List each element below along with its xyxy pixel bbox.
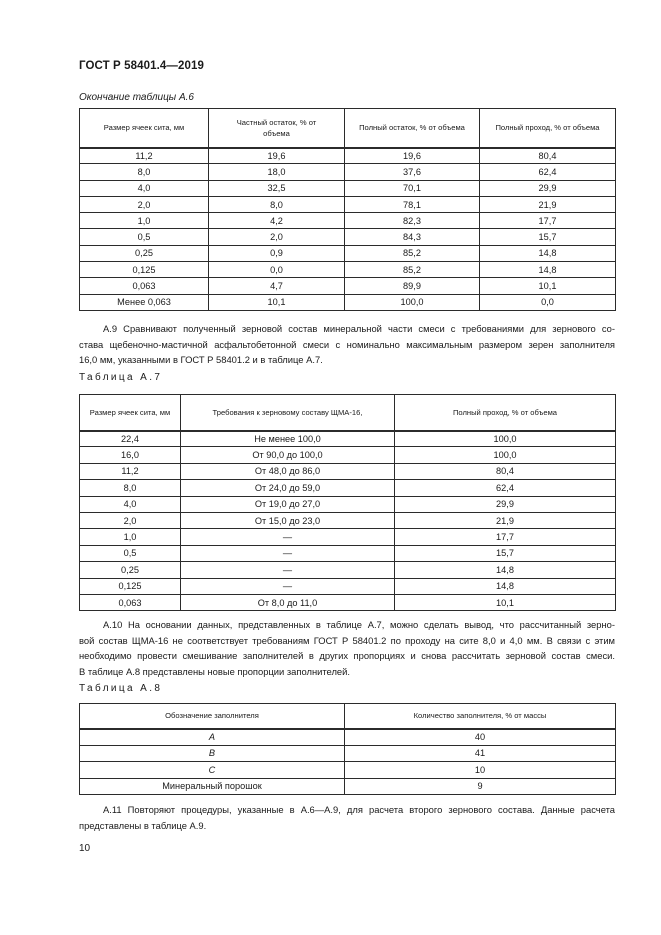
table-cell: От 24,0 до 59,0	[181, 480, 395, 496]
table-a6	[79, 108, 616, 311]
table-cell: C	[80, 762, 345, 779]
table-cell: 0,125	[80, 262, 209, 278]
column-header: Полный остаток, % от объема	[345, 109, 480, 148]
table-row	[80, 545, 616, 561]
paragraph-line: представлены в таблице А.9.	[79, 819, 207, 831]
table-cell: От 15,0 до 23,0	[181, 512, 395, 528]
column-header: Количество заполнителя, % от массы	[345, 704, 616, 729]
table-cell: 100,0	[345, 294, 480, 310]
table-cell: 14,8	[395, 562, 616, 578]
table-cell: От 90,0 до 100,0	[181, 447, 395, 463]
table-cell: 21,9	[480, 196, 616, 212]
table-cell: 100,0	[395, 431, 616, 447]
table-cell: 84,3	[345, 229, 480, 245]
column-header: Частный остаток, % от объема	[209, 109, 345, 148]
table-cell: 0,0	[209, 262, 345, 278]
table-row	[80, 496, 616, 512]
table-cell: 0,063	[80, 278, 209, 294]
table-row	[80, 229, 616, 245]
table-row	[80, 578, 616, 594]
table-cell: 21,9	[395, 512, 616, 528]
table-cell: 10,1	[209, 294, 345, 310]
table-a8	[79, 703, 616, 795]
table-cell: 85,2	[345, 262, 480, 278]
table-cell: 0,125	[80, 578, 181, 594]
table-cell: 0,9	[209, 245, 345, 261]
table-row	[80, 148, 616, 164]
table-cell: 78,1	[345, 196, 480, 212]
table-cell: 100,0	[395, 447, 616, 463]
table-header-row	[80, 704, 616, 729]
table-cell: 14,8	[480, 262, 616, 278]
table-cell: 18,0	[209, 164, 345, 180]
table-cell: Не менее 100,0	[181, 431, 395, 447]
table-cell: 62,4	[480, 164, 616, 180]
table-cell: 10	[345, 762, 616, 779]
paragraph-line: В таблице А.8 представлены новые пропорции заполнителей.	[79, 665, 350, 677]
table-a7-caption: Таблица А.7	[79, 372, 163, 383]
table-row	[80, 213, 616, 229]
table-row	[80, 762, 616, 779]
column-header: Обозначение заполнителя	[80, 704, 345, 729]
column-header: Размер ячеек сита, мм	[80, 109, 209, 148]
table-row	[80, 447, 616, 463]
table-a8-caption: Таблица А.8	[79, 683, 163, 694]
table-row	[80, 431, 616, 447]
table-cell: 15,7	[480, 229, 616, 245]
table-cell: 0,0	[480, 294, 616, 310]
table-cell: Менее 0,063	[80, 294, 209, 310]
column-header: Полный проход, % от объема	[395, 395, 616, 431]
table-row	[80, 164, 616, 180]
table-cell: 41	[345, 745, 616, 762]
table-cell: 80,4	[395, 463, 616, 479]
paragraph-a10	[79, 617, 615, 679]
table-row	[80, 745, 616, 762]
table-cell: 29,9	[395, 496, 616, 512]
table-cell: 80,4	[480, 148, 616, 164]
paragraph-line: става щебеночно-мастичной асфальтобетонной смеси с номинально максимальным размером зерен заполнителя	[79, 338, 615, 350]
table-cell: 16,0	[80, 447, 181, 463]
table-row	[80, 562, 616, 578]
table-header-row	[80, 109, 616, 148]
table-a6-caption: Окончание таблицы А.6	[79, 92, 194, 103]
table-row	[80, 729, 616, 746]
table-cell: От 48,0 до 86,0	[181, 463, 395, 479]
table-cell: 32,5	[209, 180, 345, 196]
table-cell: 19,6	[209, 148, 345, 164]
table-cell: 2,0	[80, 512, 181, 528]
table-cell: 40	[345, 729, 616, 746]
table-row	[80, 778, 616, 795]
table-cell: 1,0	[80, 529, 181, 545]
table-cell: 8,0	[80, 480, 181, 496]
table-row	[80, 594, 616, 610]
table-cell: —	[181, 578, 395, 594]
table-cell: 82,3	[345, 213, 480, 229]
table-row	[80, 294, 616, 310]
table-cell: 11,2	[80, 463, 181, 479]
paragraph-line: вой состав ЩМА-16 не соответствует требованиям ГОСТ Р 58401.2 по проходу на сите 8,0 и 4,0 мм. В связи с этим	[79, 634, 615, 646]
table-row	[80, 262, 616, 278]
table-cell: 17,7	[395, 529, 616, 545]
table-cell: 17,7	[480, 213, 616, 229]
table-cell: От 8,0 до 11,0	[181, 594, 395, 610]
table-cell: —	[181, 529, 395, 545]
paragraph-line: 16,0 мм, указанными в ГОСТ Р 58401.2 и в таблице А.7.	[79, 354, 323, 366]
table-cell: 4,0	[80, 180, 209, 196]
table-cell: 4,0	[80, 496, 181, 512]
table-cell: От 19,0 до 27,0	[181, 496, 395, 512]
table-cell: 0,25	[80, 562, 181, 578]
page-number: 10	[79, 843, 91, 854]
table-cell: 0,063	[80, 594, 181, 610]
table-cell: 22,4	[80, 431, 181, 447]
table-row	[80, 278, 616, 294]
table-cell: 4,2	[209, 213, 345, 229]
table-row	[80, 463, 616, 479]
table-cell: 10,1	[395, 594, 616, 610]
table-cell: 85,2	[345, 245, 480, 261]
table-cell: B	[80, 745, 345, 762]
table-cell: 8,0	[209, 196, 345, 212]
table-cell: 4,7	[209, 278, 345, 294]
table-cell: 2,0	[209, 229, 345, 245]
table-cell: 8,0	[80, 164, 209, 180]
table-cell: 15,7	[395, 545, 616, 561]
paragraph-line: А.10 На основании данных, представленных в таблице А.7, можно сделать вывод, что рассчитанный зерно-	[103, 619, 615, 630]
table-cell: 14,8	[395, 578, 616, 594]
table-cell: 19,6	[345, 148, 480, 164]
table-cell: Минеральный порошок	[80, 778, 345, 795]
table-cell: 9	[345, 778, 616, 795]
paragraph-line: А.9 Сравнивают полученный зерновой состав минеральной части смеси с требованиями для зернового со-	[103, 323, 615, 334]
table-cell: —	[181, 545, 395, 561]
table-header-row	[80, 395, 616, 431]
table-a7	[79, 394, 616, 611]
table-cell: 62,4	[395, 480, 616, 496]
table-cell: 29,9	[480, 180, 616, 196]
column-header: Требования к зерновому составу ЩМА-16,	[181, 395, 395, 431]
table-cell: 89,9	[345, 278, 480, 294]
table-cell: 70,1	[345, 180, 480, 196]
table-cell: 10,1	[480, 278, 616, 294]
table-cell: 0,5	[80, 229, 209, 245]
table-cell: 11,2	[80, 148, 209, 164]
table-cell: 1,0	[80, 213, 209, 229]
paragraph-line: необходимо провести смешивание заполнителей в других пропорциях и снова рассчитать зерновой состав смеси.	[79, 650, 615, 662]
table-cell: 37,6	[345, 164, 480, 180]
table-row	[80, 180, 616, 196]
table-row	[80, 512, 616, 528]
column-header: Полный проход, % от объема	[480, 109, 616, 148]
table-cell: A	[80, 729, 345, 746]
paragraph-a11	[79, 802, 615, 833]
table-row	[80, 196, 616, 212]
paragraph-a9	[79, 321, 615, 368]
table-row	[80, 245, 616, 261]
table-row	[80, 529, 616, 545]
paragraph-line: А.11 Повторяют процедуры, указанные в А.6—А.9, для расчета второго зернового состава. Данные расчета	[103, 804, 615, 815]
table-cell: 0,25	[80, 245, 209, 261]
table-cell: —	[181, 562, 395, 578]
table-cell: 14,8	[480, 245, 616, 261]
document-code: ГОСТ Р 58401.4—2019	[79, 60, 204, 72]
column-header: Размер ячеек сита, мм	[80, 395, 181, 431]
table-row	[80, 480, 616, 496]
table-cell: 0,5	[80, 545, 181, 561]
table-cell: 2,0	[80, 196, 209, 212]
